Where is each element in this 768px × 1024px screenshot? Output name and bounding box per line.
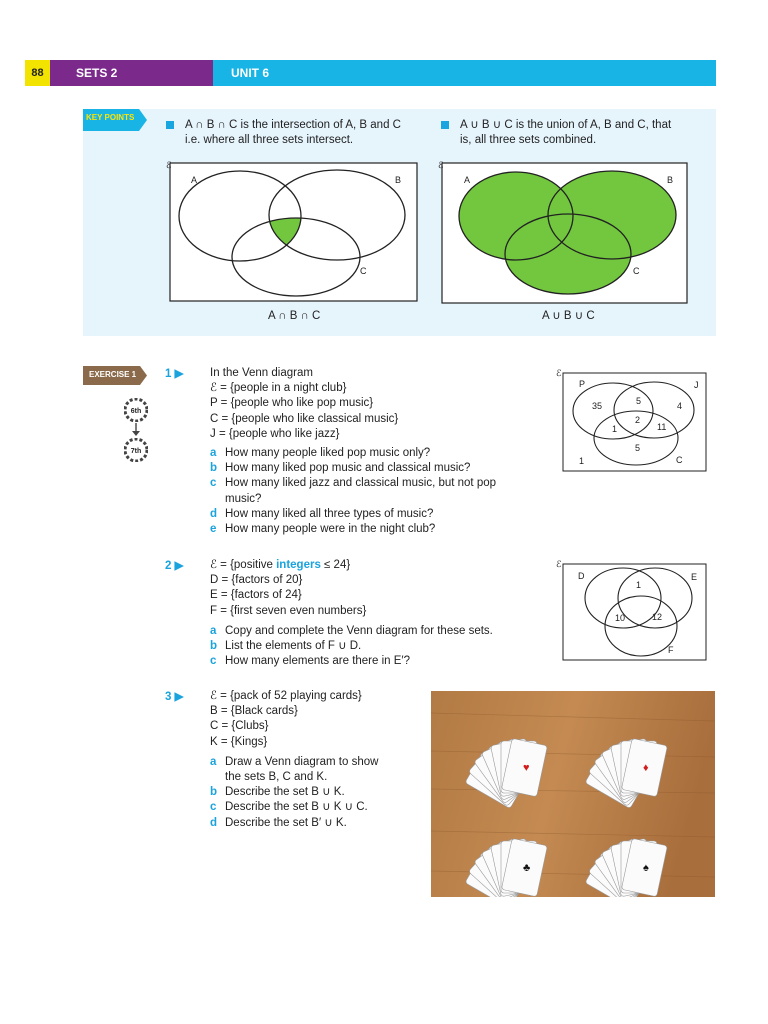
set-label-a: A bbox=[464, 175, 471, 185]
bullet-icon bbox=[441, 121, 449, 129]
kp-right-caption: A ∪ B ∪ C bbox=[542, 310, 595, 322]
q1-sub-b: b How many liked pop music and classical music? bbox=[210, 462, 471, 475]
exercise-label: EXERCISE 1 bbox=[89, 370, 137, 379]
set-label-p: P bbox=[579, 379, 586, 389]
bullet-icon bbox=[166, 121, 174, 129]
region-value: 5 bbox=[636, 396, 642, 406]
set-label-a: A bbox=[191, 175, 198, 185]
q1-sub-e: e How many people were in the night club? bbox=[210, 523, 436, 536]
unit-title: UNIT 6 bbox=[213, 60, 716, 86]
region-value: 11 bbox=[657, 422, 667, 432]
question-2-number: 2 ▶ bbox=[165, 560, 184, 572]
svg-text:7th: 7th bbox=[130, 448, 142, 455]
question-1-number: 1 ▶ bbox=[165, 368, 184, 380]
q1-line: ℰ = {people in a night club} bbox=[210, 382, 347, 395]
q3-sub-d: d Describe the set B′ ∪ K. bbox=[210, 816, 347, 829]
kp-right-line1: A ∪ B ∪ C is the union of A, B and C, that bbox=[460, 119, 672, 131]
venn-q1-diagram bbox=[550, 364, 710, 476]
venn-q2-diagram bbox=[550, 556, 710, 664]
arrow-down-icon bbox=[131, 423, 141, 437]
q1-line: P = {people who like pop music} bbox=[210, 397, 374, 410]
set-label-f: F bbox=[668, 645, 674, 655]
region-value: 1 bbox=[612, 424, 618, 434]
region-value: 1 bbox=[636, 580, 642, 590]
page-number: 88 bbox=[25, 60, 50, 86]
set-label-j: J bbox=[694, 380, 699, 390]
q2-sub-c: c How many elements are there in E′? bbox=[210, 655, 410, 668]
q3-line: ℰ = {pack of 52 playing cards} bbox=[210, 690, 362, 702]
q2-line: E = {factors of 24} bbox=[210, 589, 302, 602]
set-label-c: C bbox=[360, 266, 367, 276]
q1-line: C = {people who like classical music} bbox=[210, 412, 399, 425]
q2-line: F = {first seven even numbers} bbox=[210, 604, 367, 617]
question-3-text bbox=[210, 689, 378, 831]
q1-sub-c-cont: music? bbox=[225, 492, 262, 505]
q1-sub-a: a How many people liked pop music only? bbox=[210, 447, 431, 460]
region-value: 1 bbox=[579, 456, 585, 466]
set-label-e: E bbox=[691, 572, 698, 582]
venn-intersection-diagram bbox=[163, 158, 425, 328]
q1-sub-d: d How many liked all three types of music? bbox=[210, 507, 434, 520]
region-value: 35 bbox=[592, 401, 603, 411]
q3-line: C = {Clubs} bbox=[210, 720, 269, 733]
svg-text:♥: ♥ bbox=[523, 762, 530, 774]
region-value: 12 bbox=[652, 612, 663, 622]
q1-line: J = {people who like jazz} bbox=[210, 427, 340, 440]
universal-set-symbol: ℰ bbox=[556, 559, 562, 569]
q2-line: D = {factors of 20} bbox=[210, 574, 303, 587]
q1-line: In the Venn diagram bbox=[210, 367, 313, 379]
universal-set-symbol: ℰ bbox=[438, 160, 444, 170]
q3-sub-a: a Draw a Venn diagram to show bbox=[210, 755, 379, 768]
chapter-title: SETS 2 bbox=[50, 60, 213, 86]
question-3-number: 3 ▶ bbox=[165, 691, 184, 703]
venn-union-diagram bbox=[437, 158, 699, 328]
kp-right-line2: is, all three sets combined. bbox=[460, 134, 597, 146]
kp-left-caption: A ∩ B ∩ C bbox=[268, 310, 321, 322]
kp-left-line2: i.e. where all three sets intersect. bbox=[185, 134, 354, 146]
universal-set-symbol: ℰ bbox=[166, 160, 172, 170]
playing-cards-photo bbox=[431, 691, 715, 897]
q2-line-universal: ℰ = {positive integers ≤ 24} bbox=[210, 559, 351, 571]
region-value: 5 bbox=[635, 443, 641, 453]
q2-sub-b: b List the elements of F ∪ D. bbox=[210, 640, 362, 653]
universal-set-symbol: ℰ bbox=[556, 368, 562, 378]
set-label-c: C bbox=[676, 455, 683, 465]
question-1-text bbox=[210, 366, 496, 537]
set-label-b: B bbox=[667, 175, 674, 185]
q2-sub-a: a Copy and complete the Venn diagram for these sets. bbox=[210, 624, 493, 637]
region-value: 4 bbox=[677, 401, 683, 411]
grade-badge-icon bbox=[124, 398, 148, 422]
q3-sub-b: b Describe the set B ∪ K. bbox=[210, 786, 345, 799]
question-2-text bbox=[210, 558, 493, 669]
svg-text:♦: ♦ bbox=[643, 762, 649, 774]
grade-badge-icon bbox=[124, 438, 148, 462]
svg-text:6th: 6th bbox=[130, 408, 142, 415]
q3-line: B = {Black cards} bbox=[210, 705, 298, 718]
svg-text:♠: ♠ bbox=[643, 862, 649, 874]
integers-link: integers bbox=[276, 559, 321, 571]
set-label-b: B bbox=[395, 175, 402, 185]
region-value: 2 bbox=[635, 415, 641, 425]
set-label-c: C bbox=[633, 266, 640, 276]
q3-line: K = {Kings} bbox=[210, 735, 268, 748]
q3-sub-a-cont: the sets B, C and K. bbox=[225, 771, 328, 784]
q1-sub-c: c How many liked jazz and classical music, but not pop bbox=[210, 477, 497, 490]
kp-left-line1: A ∩ B ∩ C is the intersection of A, B and C bbox=[185, 119, 401, 131]
q3-sub-c: c Describe the set B ∪ K ∪ C. bbox=[210, 801, 368, 814]
region-value: 10 bbox=[615, 613, 626, 623]
svg-text:♣: ♣ bbox=[523, 862, 531, 874]
set-label-d: D bbox=[578, 571, 585, 581]
key-points-label: KEY POINTS bbox=[86, 113, 135, 122]
